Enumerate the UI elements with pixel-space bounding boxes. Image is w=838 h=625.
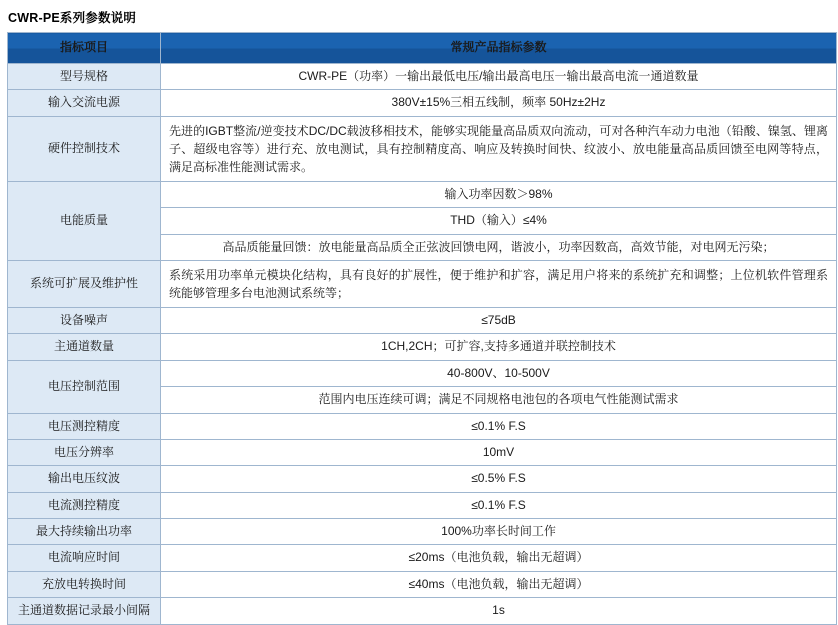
row-label: 输入交流电源 [8,90,161,116]
row-label: 电流响应时间 [8,545,161,571]
table-row [8,307,837,333]
row-label: 系统可扩展及维护性 [8,260,161,307]
row-value: THD（输入）≤4% [161,208,837,234]
table-row [8,598,837,624]
row-value: ≤0.1% F.S [161,492,837,518]
table-row [8,439,837,465]
row-label: 型号规格 [8,64,161,90]
row-label: 主通道数量 [8,334,161,360]
row-value: 1CH,2CH；可扩容,支持多通道并联控制技术 [161,334,837,360]
row-value: ≤40ms（电池负载，输出无超调） [161,571,837,597]
table-row [8,360,837,386]
page-title: CWR-PE系列参数说明 [8,11,137,25]
row-value: CWR-PE（功率）一输出最低电压/输出最高电压一输出最高电流一通道数量 [161,64,837,90]
row-label: 主通道数据记录最小间隔 [8,598,161,624]
table-header-row [8,33,837,64]
table-row [8,334,837,360]
row-label: 电压测控精度 [8,413,161,439]
table-row [8,492,837,518]
column-header-item: 指标项目 [8,33,161,64]
row-value: 范围内电压连续可调；满足不同规格电池包的各项电气性能测试需求 [161,387,837,413]
row-value: 高品质能量回馈：放电能量高品质全正弦波回馈电网，谐波小，功率因数高，高效节能，对电网无污染； [161,234,837,260]
row-value: 10mV [161,439,837,465]
spec-table [7,32,837,625]
row-label: 最大持续输出功率 [8,519,161,545]
row-value: 380V±15%三相五线制，频率 50Hz±2Hz [161,90,837,116]
table-header [8,33,837,64]
row-value: 100%功率长时间工作 [161,519,837,545]
row-value: 输入功率因数＞98% [161,181,837,207]
row-value: ≤75dB [161,307,837,333]
table-row [8,260,837,307]
row-value: ≤20ms（电池负载，输出无超调） [161,545,837,571]
column-header-params: 常规产品指标参数 [161,33,837,64]
table-row [8,413,837,439]
row-label: 电压控制范围 [8,360,161,413]
row-label: 电能质量 [8,181,161,260]
table-row [8,181,837,207]
row-label: 设备噪声 [8,307,161,333]
table-row [8,90,837,116]
row-value: 40-800V、10-500V [161,360,837,386]
table-row [8,519,837,545]
row-label: 硬件控制技术 [8,116,161,181]
table-row [8,466,837,492]
row-value: ≤0.1% F.S [161,413,837,439]
row-value: ≤0.5% F.S [161,466,837,492]
row-label: 电流测控精度 [8,492,161,518]
row-label: 充放电转换时间 [8,571,161,597]
row-label: 电压分辨率 [8,439,161,465]
row-value: 系统采用功率单元模块化结构，具有良好的扩展性，便于维护和扩容，满足用户将来的系统扩充和调整；上位机软件管理系统能够管理多台电池测试系统等； [161,260,837,307]
table-row [8,116,837,181]
row-value: 先进的IGBT整流/逆变技术DC/DC载波移相技术，能够实现能量高品质双向流动，可对各种汽车动力电池（铅酸、镍氢、锂离子、超级电容等）进行充、放电测试，具有控制精度高、响应及转换时间快、纹波小、放电能量高品质回馈至电网等特点，满足高标准性能测试需求。 [161,116,837,181]
table-body [8,64,837,625]
table-row [8,545,837,571]
table-row [8,64,837,90]
row-label: 输出电压纹波 [8,466,161,492]
table-row [8,571,837,597]
row-value: 1s [161,598,837,624]
